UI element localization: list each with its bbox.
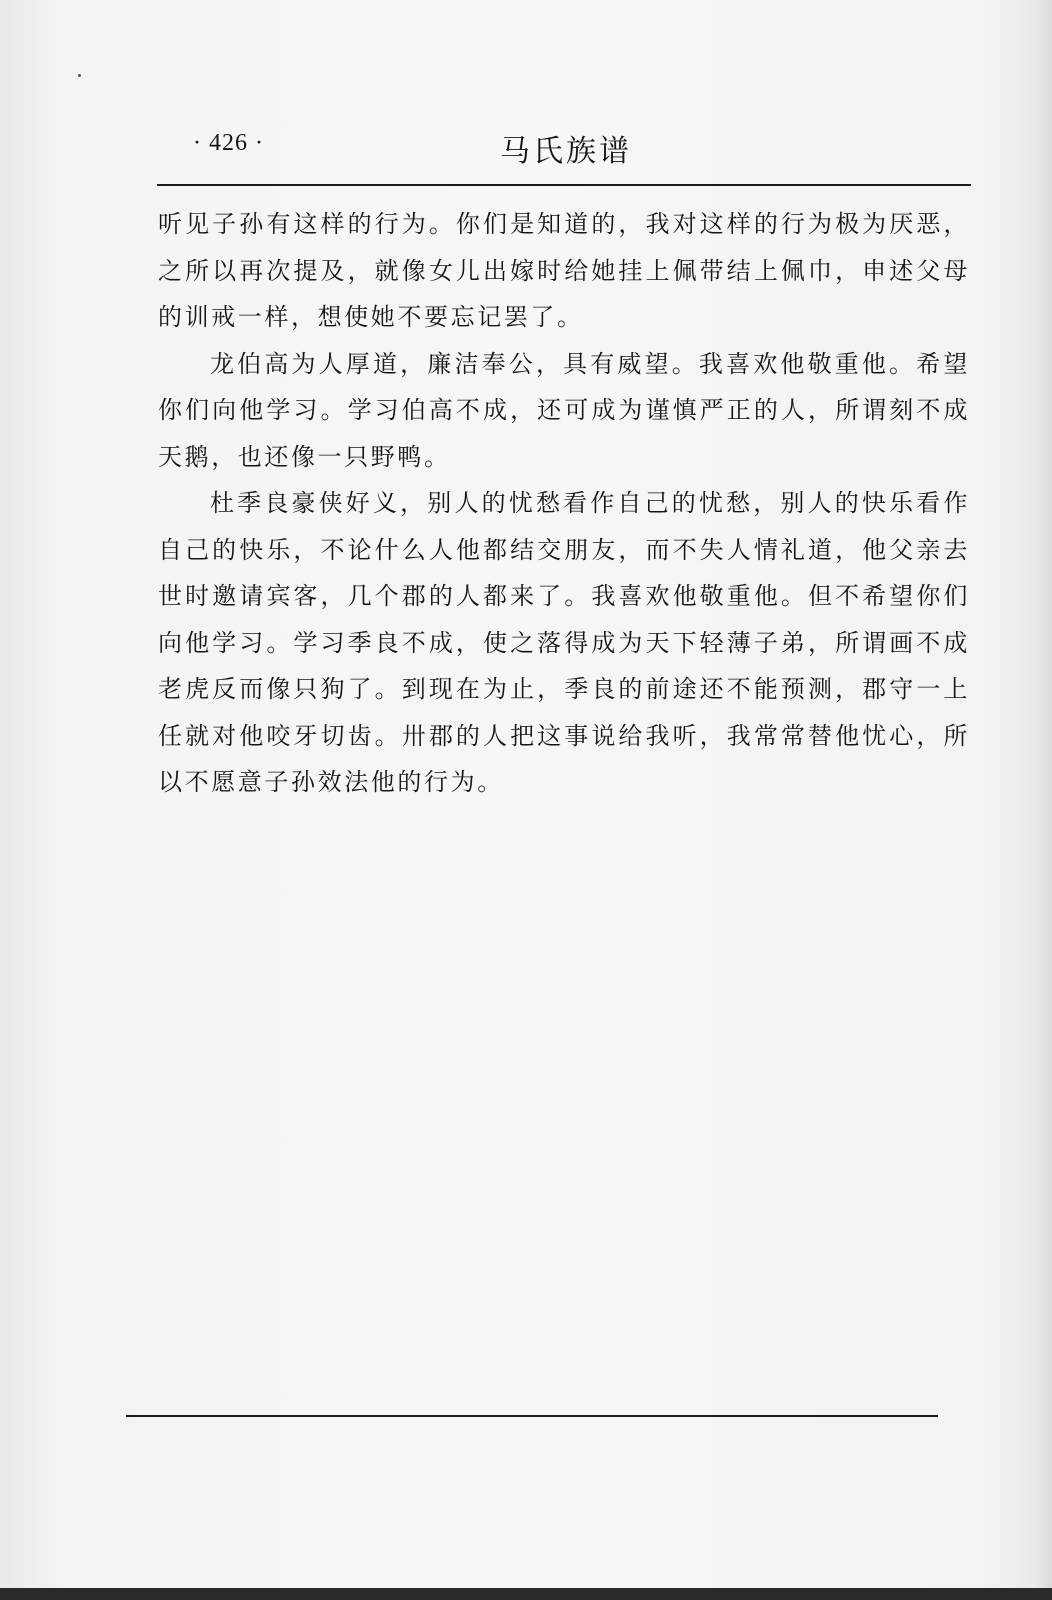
- running-title: 马氏族谱: [500, 134, 632, 169]
- body-text: [158, 201, 970, 806]
- page-edge-shadow: [1034, 0, 1052, 1600]
- page-number: · 426 ·: [193, 130, 264, 156]
- header-rule: [157, 184, 971, 186]
- page-header: [158, 126, 970, 184]
- scan-bottom-edge: [0, 1588, 1052, 1600]
- paragraph-du-jiliang: 杜季良豪侠好义，别人的忧愁看作自己的忧愁，别人的快乐看作自己的快乐，不论什么人他都结交朋友，而不失人情礼道，他父亲去世时邀请宾客，几个郡的人都来了。我喜欢他敬重他。但不希望你们向他学习。学习季良不成，使之落得成为天下轻薄子弟，所谓画不成老虎反而像只狗了。到现在为止，季良的前途还不能预测，郡守一上任就对他咬牙切齿。卅郡的人把这事说给我听，我常常替他忧心，所以不愿意子孙效法他的行为。: [158, 489, 970, 796]
- paragraph-continued: 听见子孙有这样的行为。你们是知道的，我对这样的行为极为厌恶，之所以再次提及，就像女儿出嫁时给她挂上佩带结上佩巾，申述父母的训戒一样，想使她不要忘记罢了。: [158, 210, 970, 331]
- footer-rule: [126, 1415, 938, 1417]
- scan-speck: [78, 74, 81, 77]
- paragraph-long-bogao: 龙伯高为人厚道，廉洁奉公，具有威望。我喜欢他敬重他。希望你们向他学习。学习伯高不成，还可成为谨慎严正的人，所谓刻不成天鹅，也还像一只野鸭。: [158, 349, 970, 471]
